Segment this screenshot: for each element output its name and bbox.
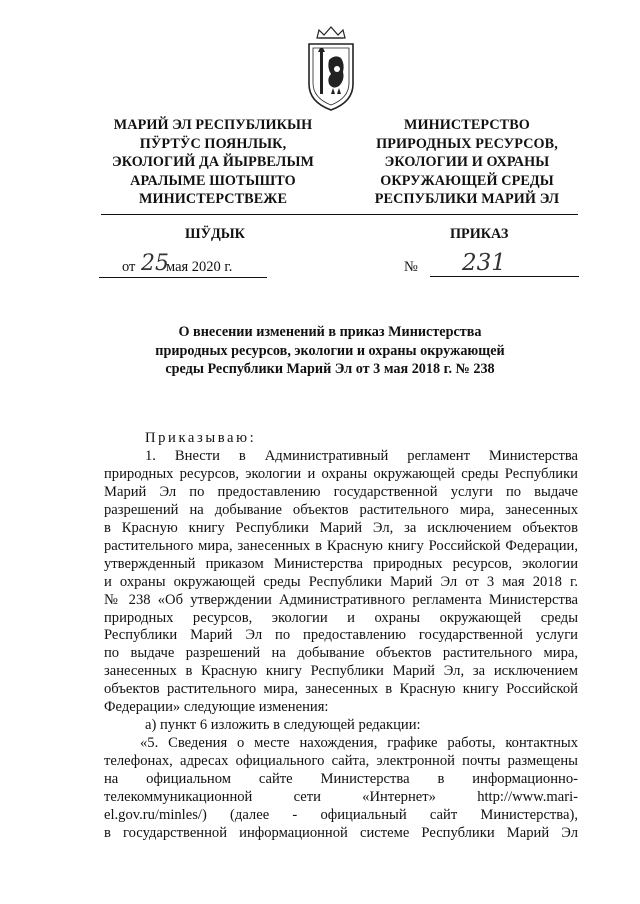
number-sign: №: [404, 259, 418, 275]
body-line: и охраны окружающей среды Республики Марий Эл от 3 мая 2018 г.: [104, 573, 578, 590]
header-left-line: ЭКОЛОГИЙ ДА ЙЫРВЕЛЫМ: [112, 154, 314, 171]
body-line: Федерации» следующие изменения:: [104, 699, 329, 716]
document-body: [104, 430, 578, 843]
quote-line: телекоммуникационной сети «Интернет» http://www.mari-: [104, 789, 578, 806]
header-right-line: ОКРУЖАЮЩЕЙ СРЕДЫ: [380, 172, 554, 189]
header-right-line: ПРИРОДНЫХ РЕСУРСОВ,: [376, 135, 558, 152]
body-line: объектов растительного мира, занесенных в Красную книгу Российской: [104, 681, 578, 698]
order-word: Приказываю:: [145, 430, 257, 446]
doc-type-russian: ПРИКАЗ: [450, 226, 509, 242]
body-line: Марий Эл по предоставлению государственной услуги по выдаче: [104, 483, 578, 500]
number-field: [404, 250, 579, 277]
header-left-line: МАРИЙ ЭЛ РЕСПУБЛИКЫН: [113, 117, 313, 133]
document-title: [120, 323, 540, 379]
body-line: разрешений на добывание объектов растительного мира, занесенных: [104, 501, 578, 518]
body-line: занесенных в Красную книгу Республики Марий Эл, за исключением: [104, 663, 578, 680]
title-line: среды Республики Марий Эл от 3 мая 2018 г. № 238: [165, 361, 495, 378]
title-line: О внесении изменений в приказ Министерства: [178, 324, 482, 340]
body-line: № 238 «Об утверждении Административного регламента Министерства: [104, 591, 578, 608]
header-left-line: ПӰРТӰС ПОЯНЛЫК,: [139, 135, 287, 152]
body-line: по выдаче разрешений на добывание объектов растительного мира,: [104, 645, 578, 662]
handwritten-day: 25: [141, 251, 169, 276]
title-line: природных ресурсов, экологии и охраны окружающей: [155, 342, 505, 359]
coat-of-arms-emblem: [299, 24, 363, 114]
body-line: Республики Марий Эл по предоставлению государственной услуги: [104, 627, 578, 644]
quote-line: «5. Сведения о месте нахождения, графике работы, контактных: [140, 735, 578, 752]
header-right-line: ЭКОЛОГИИ И ОХРАНЫ: [384, 154, 550, 171]
date-prefix: от: [122, 259, 136, 275]
header-left-line: АРАЛЫМЕ ШОТЫШТО: [130, 172, 296, 189]
number-underline: [430, 276, 579, 277]
header-right-line: МИНИСТЕРСТВО: [404, 117, 530, 133]
header-divider: [101, 214, 578, 215]
header-left-line: МИНИСТЕРСТВЕЖЕ: [138, 191, 288, 208]
date-month-year: мая 2020 г.: [166, 259, 233, 275]
body-line: в Красную книгу Республики Марий Эл, за исключением объектов: [104, 519, 578, 536]
quote-line: телефонах, адресах официального сайта, электронной почты размещены: [104, 753, 578, 770]
date-field: [99, 251, 267, 278]
body-line: растительного мира, занесенных в Красную книгу Российской Федерации,: [104, 537, 578, 554]
header-right-line: РЕСПУБЛИКИ МАРИЙ ЭЛ: [374, 191, 560, 208]
body-line: природных ресурсов, экологии и охраны окружающей среды: [104, 609, 578, 626]
item-a: а) пункт 6 изложить в следующей редакции:: [145, 717, 421, 734]
handwritten-number: 231: [462, 250, 506, 276]
quote-line: в государственной информационной системе Республики Марий Эл: [104, 824, 578, 841]
body-line: утвержденный приказом Министерства природных ресурсов, экологии: [104, 555, 578, 572]
header-left-mari: [98, 116, 328, 209]
doc-type-mari: ШӰДЫК: [185, 226, 245, 242]
quote-line: el.gov.ru/minles/) (далее - официальный сайт Министерства),: [104, 807, 578, 824]
body-line: природных ресурсов, экологии и охраны окружающей среды Республики: [104, 465, 578, 482]
quote-line: на официальном сайте Министерства в информационно-: [104, 771, 578, 788]
header-right-russian: [352, 116, 582, 209]
body-line: 1. Внести в Административный регламент Министерства: [145, 447, 578, 464]
